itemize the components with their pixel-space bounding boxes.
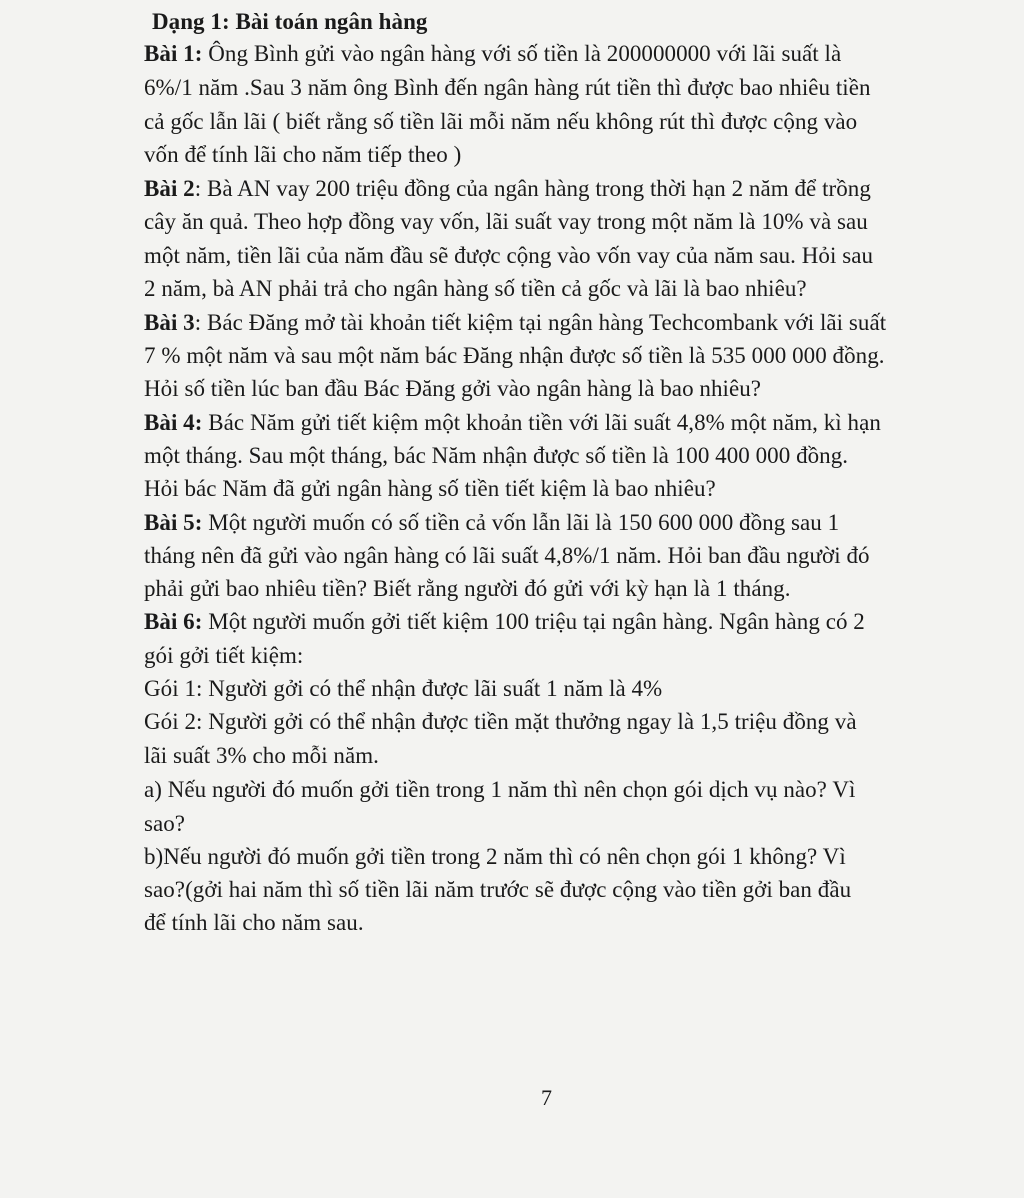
- page-heading: Dạng 1: Bài toán ngân hàng: [152, 9, 428, 34]
- problem-3-text: : Bác Đăng mở tài khoản tiết kiệm tại ngân hàng Techcombank với lãi suất: [194, 310, 887, 335]
- problem-6-line-4: Gói 2: Người gởi có thể nhận được tiền mặt thưởng ngay là 1,5 triệu đồng và: [144, 709, 857, 734]
- problem-1-line-2: 6%/1 năm .Sau 3 năm ông Bình đến ngân hàng rút tiền thì được bao nhiêu tiền: [144, 75, 871, 100]
- problem-6-line-5: lãi suất 3% cho mỗi năm.: [144, 743, 379, 768]
- problem-6-label: Bài 6:: [144, 609, 203, 634]
- problem-1-label: Bài 1:: [144, 41, 203, 66]
- problem-4-line-3: Hỏi bác Năm đã gửi ngân hàng số tiền tiết kiệm là bao nhiêu?: [144, 476, 716, 501]
- problem-3-line-2: 7 % một năm và sau một năm bác Đăng nhận được số tiền là 535 000 000 đồng.: [144, 343, 885, 368]
- problem-6-line-2: gói gởi tiết kiệm:: [144, 643, 304, 668]
- problem-2-line-1: [144, 173, 871, 205]
- problem-5-text: Một người muốn có số tiền cả vốn lẫn lãi là 150 600 000 đồng sau 1: [202, 510, 840, 535]
- problem-5-line-1: [144, 507, 839, 539]
- problem-2-text: : Bà AN vay 200 triệu đồng của ngân hàng trong thời hạn 2 năm để trồng: [194, 176, 871, 201]
- problem-3-line-1: [144, 307, 886, 339]
- problem-6-line-7: sao?: [144, 811, 186, 836]
- problem-6-line-8: b)Nếu người đó muốn gởi tiền trong 2 năm thì có nên chọn gói 1 không? Vì: [144, 844, 846, 869]
- problem-3-line-3: Hỏi số tiền lúc ban đầu Bác Đăng gởi vào ngân hàng là bao nhiêu?: [144, 376, 762, 401]
- problem-1-line-1: [144, 38, 841, 70]
- page-number: 7: [541, 1085, 552, 1110]
- problem-5-line-3: phải gửi bao nhiêu tiền? Biết rằng người đó gửi với kỳ hạn là 1 tháng.: [144, 576, 791, 601]
- problem-1-line-4: vốn để tính lãi cho năm tiếp theo ): [144, 142, 462, 167]
- problem-2-line-2: cây ăn quả. Theo hợp đồng vay vốn, lãi suất vay trong một năm là 10% và sau: [144, 209, 868, 234]
- problem-5-label: Bài 5:: [144, 510, 203, 535]
- problem-1-text: Ông Bình gửi vào ngân hàng với số tiền là 200000000 với lãi suất là: [202, 41, 842, 66]
- problem-6-text: Một người muốn gởi tiết kiệm 100 triệu tại ngân hàng. Ngân hàng có 2: [202, 609, 865, 634]
- problem-2-line-4: 2 năm, bà AN phải trả cho ngân hàng số tiền cả gốc và lãi là bao nhiêu?: [144, 276, 807, 301]
- problem-5-line-2: tháng nên đã gửi vào ngân hàng có lãi suất 4,8%/1 năm. Hỏi ban đầu người đó: [144, 543, 870, 568]
- problem-2-label: Bài 2: [144, 176, 195, 201]
- problem-4-label: Bài 4:: [144, 410, 203, 435]
- problem-6-line-3: Gói 1: Người gởi có thể nhận được lãi suất 1 năm là 4%: [144, 676, 663, 701]
- problem-1-line-3: cả gốc lẫn lãi ( biết rằng số tiền lãi mỗi năm nếu không rút thì được cộng vào: [144, 109, 858, 134]
- problem-4-line-2: một tháng. Sau một tháng, bác Năm nhận được số tiền là 100 400 000 đồng.: [144, 443, 849, 468]
- problem-6-line-9: sao?(gởi hai năm thì số tiền lãi năm trước sẽ được cộng vào tiền gởi ban đầu: [144, 877, 852, 902]
- problem-6-line-1: [144, 606, 865, 638]
- problem-4-line-1: [144, 407, 881, 439]
- problem-2-line-3: một năm, tiền lãi của năm đầu sẽ được cộng vào vốn vay của năm sau. Hỏi sau: [144, 243, 874, 268]
- problem-3-label: Bài 3: [144, 310, 195, 335]
- problem-6-line-6: a) Nếu người đó muốn gởi tiền trong 1 năm thì nên chọn gói dịch vụ nào? Vì: [144, 777, 856, 802]
- problem-4-text: Bác Năm gửi tiết kiệm một khoản tiền với lãi suất 4,8% một năm, kì hạn: [202, 410, 881, 435]
- problem-6-line-10: để tính lãi cho năm sau.: [144, 910, 364, 935]
